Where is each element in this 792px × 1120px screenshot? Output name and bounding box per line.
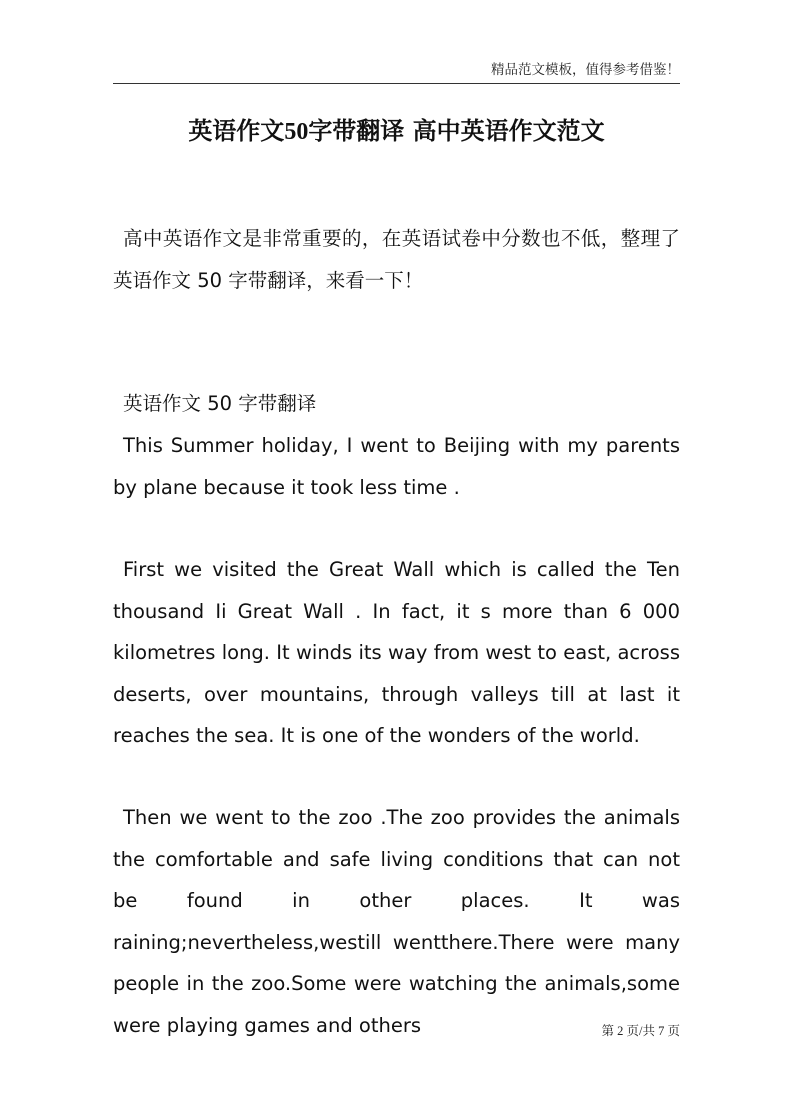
paragraph-3: Then we went to the zoo .The zoo provides the animals the comfortable and safe living conditions that can not be found in other places. It was raining;nevertheless,westill wentthere.There were many people in the zoo.Some were watching the animals,some were playing games and others — [113, 806, 680, 1037]
intro-paragraph: 高中英语作文是非常重要的，在英语试卷中分数也不低，整理了英语作文 50 字带翻译，来看一下！ — [113, 227, 680, 292]
document-title — [113, 114, 680, 149]
page-footer: 第 2 页/共 7 页 — [601, 1024, 680, 1038]
title-part-1: 英语作文 — [188, 117, 285, 145]
title-number: 50 — [284, 119, 309, 145]
paragraph-1: This Summer holiday, I went to Beijing with my parents by plane because it took less time . — [113, 434, 680, 499]
title-part-2: 字带翻译 高中英语作文范文 — [308, 117, 605, 145]
header-divider — [113, 83, 680, 84]
paragraph-2: First we visited the Great Wall which is called the Ten thousand Ii Great Wall . In fact, it s more than 6 000 kilometres long. It winds its way from west to east, across deserts, over mountains, through valleys till at last it reaches the sea. It is one of the wonders of the world. — [113, 558, 680, 747]
page-header: 精品范文模板，值得参考借鉴！ — [491, 62, 680, 78]
section-heading: 英语作文 50 字带翻译 — [123, 392, 317, 415]
